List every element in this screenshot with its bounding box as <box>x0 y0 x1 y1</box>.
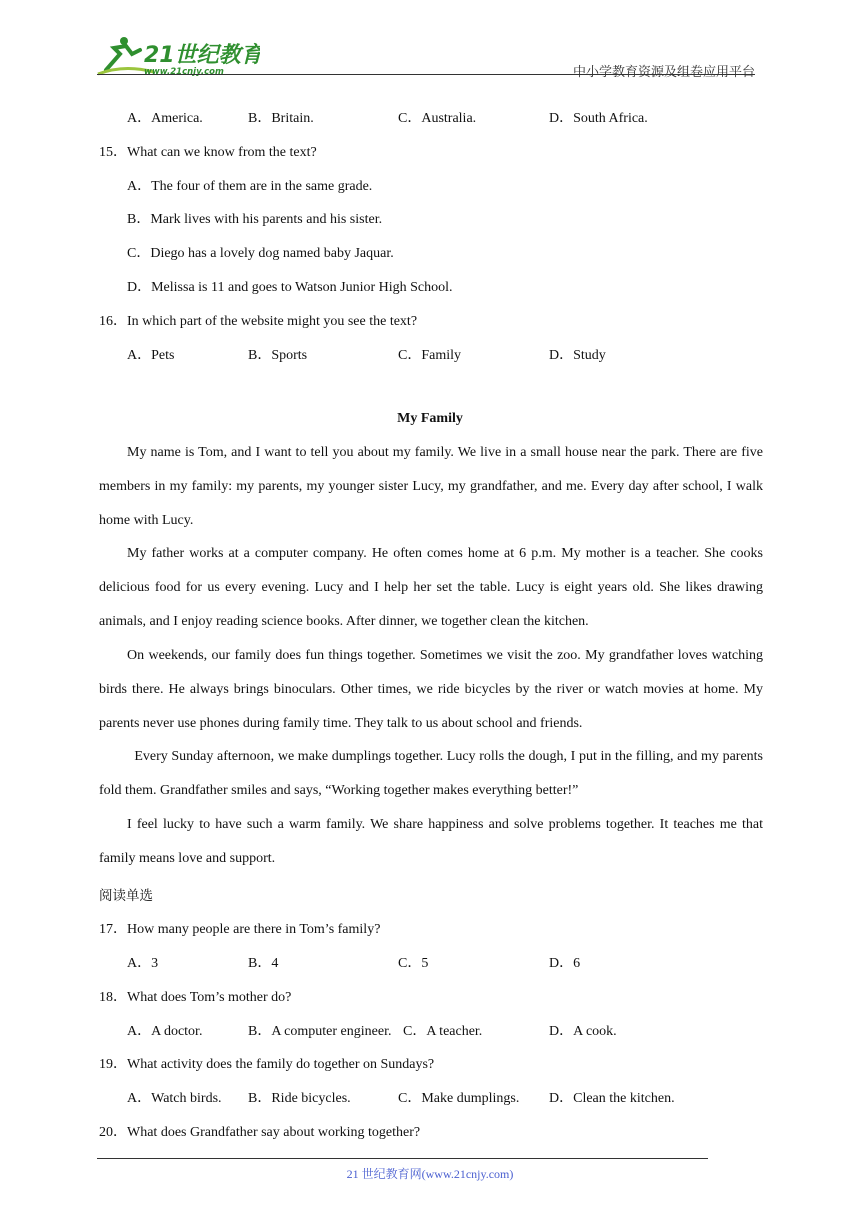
q18-option-c: C．A teacher. <box>403 1024 483 1039</box>
q19-option-d: D．Clean the kitchen. <box>549 1091 675 1106</box>
passage-paragraph-5: I feel lucky to have such a warm family. We share happiness and solve problems together. It teaches me that family means love and support. <box>99 817 763 866</box>
q17-stem: 17．How many people are there in Tom’s family? <box>99 922 381 937</box>
q15-option-b: B．Mark lives with his parents and his sister. <box>127 212 383 227</box>
q16-option-b: B．Sports <box>248 348 308 363</box>
q19-option-c: C．Make dumplings. <box>398 1091 520 1106</box>
runner-logo-icon <box>94 34 260 76</box>
q15-option-d: D．Melissa is 11 and goes to Watson Junior High School. <box>127 280 453 295</box>
q18-option-a: A．A doctor. <box>127 1024 203 1039</box>
q14-option-d: D．South Africa. <box>549 111 648 126</box>
q17-option-d: D．6 <box>549 956 581 971</box>
passage-paragraph-1: My name is Tom, and I want to tell you about my family. We live in a small house near the park. There are five members in my family: my parents, my younger sister Lucy, my grandfather, and me. Every day after school, I walk home with Lucy. <box>99 445 763 528</box>
logo-text: 21世纪教育 <box>144 43 260 68</box>
q16-stem: 16．In which part of the website might you see the text? <box>99 314 418 329</box>
q16-option-d: D．Study <box>549 348 606 363</box>
q15-option-a: A．The four of them are in the same grade. <box>127 179 373 194</box>
q17-option-c: C．5 <box>398 956 429 971</box>
passage-title: My Family <box>397 411 463 426</box>
q14-option-a: A．America. <box>127 111 203 126</box>
passage-paragraph-3: On weekends, our family does fun things together. Sometimes we visit the zoo. My grandfather loves watching birds there. He always brings binoculars. Other times, we ride bicycles by the river or watch movies at home. My parents never use phones during family time. They talk to us about school and friends. <box>99 648 763 731</box>
q18-option-d: D．A cook. <box>549 1024 617 1039</box>
q18-stem: 18．What does Tom’s mother do? <box>99 990 292 1005</box>
q19-option-b: B．Ride bicycles. <box>248 1091 351 1106</box>
q16-option-a: A．Pets <box>127 348 175 363</box>
logo <box>94 34 260 76</box>
footer-divider <box>97 1158 708 1159</box>
q16-option-c: C．Family <box>398 348 462 363</box>
logo-url: www.21cnjy.com <box>144 67 224 76</box>
platform-name: 中小学教育资源及组卷应用平台 <box>572 65 755 80</box>
footer-link[interactable]: 21 世纪教育网(www.21cnjy.com) <box>346 1167 514 1181</box>
q17-option-b: B．4 <box>248 956 279 971</box>
q14-option-b: B．Britain. <box>248 111 314 126</box>
section-label: 阅读单选 <box>99 888 153 904</box>
q17-option-a: A．3 <box>127 956 159 971</box>
q18-option-b: B．A computer engineer. <box>248 1024 392 1039</box>
passage-paragraph-4: Every Sunday afternoon, we make dumplings together. Lucy rolls the dough, I put in the filling, and my parents fold them. Grandfather smiles and says, “Working together makes everything better!” <box>99 749 767 798</box>
q19-option-a: A．Watch birds. <box>127 1091 222 1106</box>
q15-stem: 15．What can we know from the text? <box>99 145 317 160</box>
passage-paragraph-2: My father works at a computer company. He often comes home at 6 p.m. My mother is a teacher. She cooks delicious food for us every evening. Lucy and I help her set the table. Lucy is eight years old. She likes drawing animals, and I enjoy reading science books. After dinner, we together clean the kitchen. <box>99 546 763 629</box>
header-divider <box>97 74 755 75</box>
q15-option-c: C．Diego has a lovely dog named baby Jaquar. <box>127 246 394 261</box>
q20-stem: 20．What does Grandfather say about working together? <box>99 1125 421 1140</box>
q19-stem: 19．What activity does the family do together on Sundays? <box>99 1057 435 1072</box>
q14-option-c: C．Australia. <box>398 111 477 126</box>
